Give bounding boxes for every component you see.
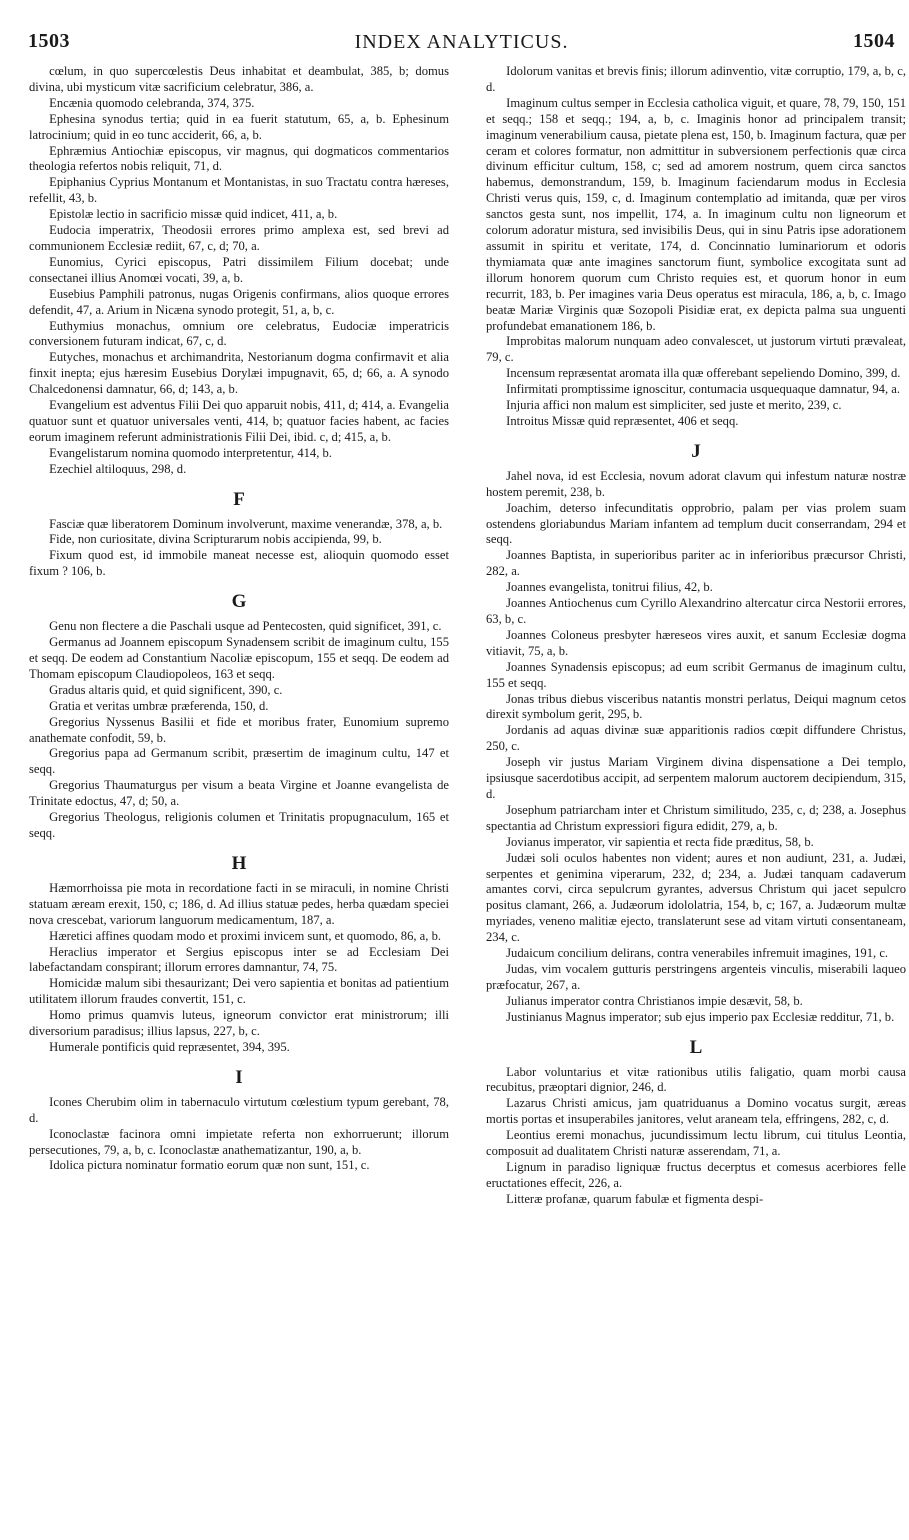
index-entry: Ezechiel altiloquus, 298, d. xyxy=(49,461,187,476)
index-entry: Germanus ad Joannem episcopum Synadensem scribit de imaginum cultu, 155 et seqq. De eodem ad Constantium Nacoliæ episcopum, 155 et seqq. De eodem ad Thomam episcopum Claudiopoleos, 163 et seqq. xyxy=(29,635,449,681)
index-entry: Eusebius Pamphili patronus, nugas Origenis confirmans, alios quoque errores defendit, 47, a. Arium in Nicæna synodo protegit, 51, a, b, c. xyxy=(29,286,449,317)
right-column xyxy=(486,64,906,1208)
index-entry: Encænia quomodo celebranda, 374, 375. xyxy=(49,95,255,110)
index-entry: Lazarus Christi amicus, jam quatriduanus a Domino vocatus surgit, æreas mortis portas et insuperabiles janitores, velut araneam tela, effringens, 282, c, d. xyxy=(486,1096,906,1127)
index-entry: Joannes Synadensis episcopus; ad eum scribit Germanus de imaginum cultu, 155 et seqq. xyxy=(486,659,906,690)
section-letter-f: F xyxy=(233,488,245,510)
section-letter-h: H xyxy=(231,852,247,874)
index-entry: Joachim, deterso infecunditatis opprobrio, palam per vias prolem suam ostendens gloriabundus Mariam infantem ad templum ducit conserrandam, 294 et seqq. xyxy=(486,500,906,547)
index-entry: Justinianus Magnus imperator; sub ejus imperio pax Ecclesiæ redditur, 71, b. xyxy=(506,1009,895,1024)
index-entry: Introitus Missæ quid repræsentet, 406 et seqq. xyxy=(506,413,739,428)
index-entry: Judæi soli oculos habentes non vident; aures et non audiunt, 231, a. Judæi, serpentes et genimina viperarum, 232, d; 234, a. Judæi tanquam cadaverum amantes corvi, circa sepulcrum gyrantes, adversus Christum qui jacet sepulcro positus clamant, 266, a. Judæorum idololatria, 154, b, c; 167, a. Judæorum multæ myriades, veneno malitiæ ejecto, translaterunt sese ad vitam virtuti consentaneam, 234, c. xyxy=(486,850,906,945)
index-entry: Jahel nova, id est Ecclesia, novum adorat clavum qui infestum naturæ nostræ hostem peremit, 238, b. xyxy=(486,468,906,499)
index-entry: Gregorius Theologus, religionis columen et Trinitatis propugnaculum, 165 et seqq. xyxy=(29,810,449,840)
section-letter-g: G xyxy=(231,591,247,613)
index-entry: Litteræ profanæ, quarum fabulæ et figmenta despi- xyxy=(506,1191,764,1206)
index-entry: Iconoclastæ facinora omni impietate referta non exhorruerunt; illorum persecutiones, 79, a, b, c. Iconoclastæ anathematizantur, 190, a, b. xyxy=(29,1126,449,1157)
index-entry: Genu non flectere a die Paschali usque ad Pentecosten, quid significet, 391, c. xyxy=(49,619,442,634)
index-entry: Joannes evangelista, tonitrui filius, 42, b. xyxy=(506,580,713,595)
index-entry: Hæmorrhoissa pie mota in recordatione facti in se miraculi, in nomine Christi statuam æream erexit, 150, c; 186, d. Ad illius statuæ pedes, herba quædam speciei nova crescebat, variorum languorum medicamentum, 187, a. xyxy=(29,880,449,927)
entries-l xyxy=(486,1065,906,1208)
index-entry: Gratia et veritas umbræ præferenda, 150, d. xyxy=(49,698,269,713)
index-entry: Fixum quod est, id immobile maneat necesse est, alioquin quomodo esset fixum ? 106, b. xyxy=(29,548,449,579)
page-number-right: 1504 xyxy=(853,30,895,52)
index-entry: Fide, non curiositate, divina Scripturarum nobis accipienda, 99, b. xyxy=(49,532,382,547)
page-number-left: 1503 xyxy=(28,30,70,52)
index-entry: Joannes Coloneus presbyter hæreseos vires auxit, et sanum Ecclesiæ dogma vitiavit, 75, a, b. xyxy=(486,627,906,658)
index-entry: Evangelistarum nomina quomodo interpretentur, 414, b. xyxy=(49,445,332,460)
index-entry: Injuria affici non malum est simpliciter, sed juste et merito, 239, c. xyxy=(506,398,842,413)
index-entry: Labor voluntarius et vitæ rationibus utilis faligatio, quam morbi causa recubitus, præoptari dignior, 246, d. xyxy=(486,1064,906,1095)
index-entry: Idolica pictura nominatur formatio eorum quæ non sunt, 151, c. xyxy=(49,1158,370,1173)
index-entry: Improbitas malorum nunquam adeo convalescet, ut justorum virtuti prævaleat, 79, c. xyxy=(486,334,906,365)
index-entry: Gradus altaris quid, et quid significent, 390, c. xyxy=(49,682,283,697)
index-entry: Lignum in paradiso ligniquæ fructus decerptus et comesus acerbiores felle eructationes effecit, 226, a. xyxy=(486,1160,906,1190)
index-entry: Leontius eremi monachus, jucundissimum lectu librum, cui titulus Leontia, composuit ad dualitatem Christi naturæ asserendam, 71, a. xyxy=(486,1128,906,1159)
entries-f xyxy=(29,517,449,581)
section-letter-j: J xyxy=(691,440,701,462)
index-entry: Joannes Antiochenus cum Cyrillo Alexandrino altercatur circa Nestorii errores, 63, b, c. xyxy=(486,596,906,626)
index-entry: Eutyches, monachus et archimandrita, Nestorianum dogma confirmavit et alia finxit inepta; ejus hæresim Eusebius Dorylæi impugnavit, 65, d; 66, a. A synodo Chalcedonensi damnatur, 66, d; 143, a, b. xyxy=(29,350,449,397)
index-entry: Infirmitati promptissime ignoscitur, contumacia usquequaque damnatur, 94, a. xyxy=(506,382,901,397)
index-entry: Jovianus imperator, vir sapientia et recta fide præditus, 58, b. xyxy=(506,834,814,849)
index-entry: cœlum, in quo supercœlestis Deus inhabitat et deambulat, 385, b; domus divina, ubi mysticum vitæ sacrificium celebratur, 386, a. xyxy=(29,64,449,94)
index-entry: Heraclius imperator et Sergius episcopus inter se ad Ecclesiam Dei labefactandam conspirant; illorum errores damnantur, 74, 75. xyxy=(29,944,449,975)
index-entry: Incensum repræsentat aromata illa quæ offerebant sepeliendo Domino, 399, d. xyxy=(506,366,901,381)
index-entry: Gregorius Thaumaturgus per visum a beata Virgine et Joanne evangelista de Trinitate edoctus, 47, d; 50, a. xyxy=(29,778,449,809)
index-entry: Eudocia imperatrix, Theodosii errores primo amplexa est, sed brevi ad communionem Ecclesiæ rediit, 67, c, d; 70, a. xyxy=(29,223,449,253)
entries-e xyxy=(29,64,449,478)
section-letter-i: I xyxy=(235,1066,243,1088)
index-entry: Gregorius papa ad Germanum scribit, præsertim de imaginum cultu, 147 et seqq. xyxy=(29,746,449,777)
running-title: INDEX ANALYTICUS. xyxy=(354,31,569,53)
index-entry: Jonas tribus diebus visceribus natantis monstri perlatus, Deiqui magnum cetos direxit symbolum gerit, 295, b. xyxy=(486,691,906,722)
index-entry: Humerale pontificis quid repræsentet, 394, 395. xyxy=(49,1039,290,1054)
index-entry: Eunomius, Cyrici episcopus, Patri dissimilem Filium docebat; unde consectanei illius Anomœi vocati, 39, a, b. xyxy=(29,254,449,285)
index-entry: Epiphanius Cyprius Montanum et Montanistas, in suo Tractatu contra hæreses, refellit, 43, b. xyxy=(29,175,449,206)
index-entry: Joseph vir justus Mariam Virginem divina dispensatione a Dei templo, ipsiusque sacerdotibus accipit, ad serpentem malorum auctorem decipiendum, 315, d. xyxy=(486,755,906,801)
index-entry: Euthymius monachus, omnium ore celebratus, Eudociæ imperatricis conversionem futuram indicat, 67, c, d. xyxy=(29,318,449,349)
index-entry: Fasciæ quæ liberatorem Dominum involverunt, maxime venerandæ, 378, a, b. xyxy=(49,516,443,531)
index-entry: Julianus imperator contra Christianos impie desævit, 58, b. xyxy=(506,993,803,1008)
index-entry: Jordanis ad aquas divinæ suæ apparitionis radios cœpit diffundere Christus, 250, c. xyxy=(486,723,906,754)
index-entry: Icones Cherubim olim in tabernaculo virtutum cœlestium typum gerebant, 78, d. xyxy=(29,1094,449,1125)
index-entry: Gregorius Nyssenus Basilii et fide et moribus frater, Eunomium supremo anathemate confodit, 59, b. xyxy=(29,714,449,745)
index-entry: Homicidæ malum sibi thesaurizant; Dei vero sapientia et bonitas ad patientium utilitatem illorum fraudes convertit, 151, c. xyxy=(29,976,449,1007)
entries-i xyxy=(29,1095,449,1175)
index-entry: Epistolæ lectio in sacrificio missæ quid indicet, 411, a, b. xyxy=(49,207,338,222)
index-entry: Judas, vim vocalem gutturis perstringens argenteis vinculis, miserabili laqueo præfocatur, 267, a. xyxy=(486,961,906,992)
entries-g xyxy=(29,619,449,842)
entries-h xyxy=(29,881,449,1056)
entries-i-continued xyxy=(486,64,906,430)
index-entry: Idolorum vanitas et brevis finis; illorum adinventio, vitæ corruptio, 179, a, b, c, d. xyxy=(486,64,906,94)
index-entry: Joannes Baptista, in superioribus pariter ac in inferioribus præcursor Christi, 282, a. xyxy=(486,548,906,579)
index-entry: Homo primus quamvis luteus, igneorum convictor erat ministrorum; illi diversorium paradisus; illius lapsus, 227, b, c. xyxy=(29,1008,449,1039)
page-header xyxy=(28,30,895,60)
index-entry: Hæretici affines quodam modo et proximi invicem sunt, et quomodo, 86, a, b. xyxy=(49,928,442,943)
index-entry: Imaginum cultus semper in Ecclesia catholica viguit, et quare, 78, 79, 150, 151 et seqq.; 158 et seqq.; 194, a, b, c. Imaginis honor ad principalem transit; imaginum venerabilium causa, pietate plena est, 150, b. Imaginum factura, quæ per ceram et colores formatur, non admittitur in subversionem perfectionis quæ circa divinum efficitur cultum, 158, c; sed ad amorem nostrum, quem circa sanctos habemus, demonstrandum, 159, b. Imaginum faciendarum modus in Ecclesia Christi verus quis, 159, c, d. Imaginum contemplatio ad imitanda, quæ per viros sanctos gesta sunt, nos impellit, 174, a. In imaginum cultu non ligneorum et colorum adoratur mistura, sed invisibilis Deus, qui in sinu Patris ipse adorationem assumit in spiritu et veritate, 174, d. Concinnatio luminariorum et odoris thymiamata quæ ante imagines sanctorum fiunt, symbolice excogitata sunt ad illorum honorem quorum cum Christo requies est, et quorum honor in eum recurrit, 183, b. Per imagines varia Deus operatus est miracula, 186, a, b, c. Imago beatæ Mariæ Virginis quæ Sozopoli Pisidiæ erat, ex depicta palma sua unguenti profundebat emanationem 186, b. xyxy=(486,95,906,333)
entries-j xyxy=(486,469,906,1026)
index-entry: Ephesina synodus tertia; quid in ea fuerit statutum, 65, a, b. Ephesinum latrocinium; quid in eo tunc acciderit, 66, a, b. xyxy=(29,111,449,142)
left-column xyxy=(29,64,449,1174)
index-entry: Judaicum concilium delirans, contra venerabiles infremuit imagines, 191, c. xyxy=(506,946,889,961)
section-letter-l: L xyxy=(689,1036,703,1058)
index-entry: Ephræmius Antiochiæ episcopus, vir magnus, qui dogmaticos commentarios theologia refertos nobis reliquit, 71, d. xyxy=(29,143,449,174)
index-entry: Evangelium est adventus Filii Dei quo apparuit nobis, 411, d; 414, a. Evangelia quatuor sunt et quatuor universales venti, 414, b; quatuor facies habent, ac facies eorum imaginem referunt administrationis Filii Dei, ibid. c, d; 415, a, b. xyxy=(29,398,449,444)
index-entry: Josephum patriarcham inter et Christum similitudo, 235, c, d; 238, a. Josephus spectantia ad Christum expressiori figura edidit, 279, a, b. xyxy=(486,802,906,833)
